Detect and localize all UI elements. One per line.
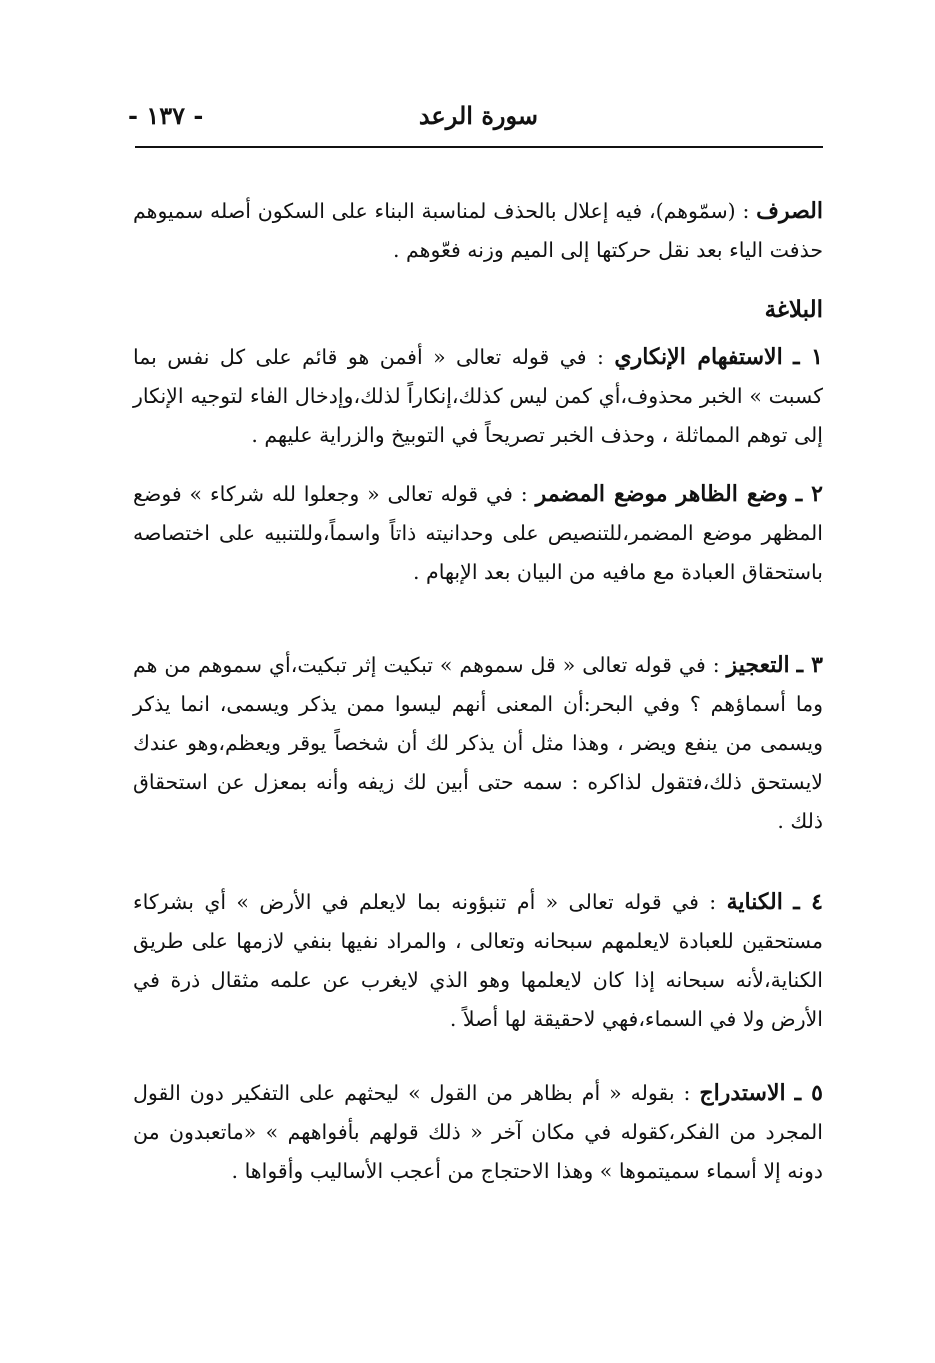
item-term: التعجيز — [726, 652, 790, 678]
balagha-heading: البلاغة — [764, 296, 823, 323]
item-text: : بقوله « أم بظاهر من القول » ليحثهم على التفكير دون القول المجرد من الفكر،كقوله في مكان آخر « ذلك قولهم بأفواههم » «ماتعبدون من دونه إلا أسماء سميتموها » وهذا الاحتجاج من أعجب الأساليب وأقواها . — [133, 1081, 823, 1183]
item-number: ٤ ـ — [793, 889, 823, 915]
page-number: - ١٣٧ - — [128, 101, 204, 130]
item-number: ٢ ـ — [795, 481, 823, 507]
item-number: ٥ ـ — [794, 1080, 823, 1106]
balagha-item-2 — [133, 475, 823, 592]
balagha-item-5 — [133, 1074, 823, 1191]
balagha-item-4 — [133, 883, 823, 1039]
item-term: الاستفهام الإنكاري — [614, 344, 783, 370]
header-divider — [135, 146, 823, 148]
item-term: الكناية — [726, 889, 783, 915]
item-term: الاستدراج — [699, 1080, 786, 1106]
item-number: ١ ـ — [793, 344, 823, 370]
item-text: : في قوله تعالى « وجعلوا لله شركاء » فوضع المظهر موضع المضمر،للتنصيص على وحدانيته ذاتاً واسماً،وللتنبيه على اختصاصه باستحقاق العبادة مع مافيه من البيان بعد الإبهام . — [133, 482, 823, 584]
balagha-item-1 — [133, 338, 823, 455]
page-header — [128, 98, 822, 138]
balagha-item-3 — [133, 646, 823, 841]
sarf-paragraph — [133, 192, 823, 270]
item-number: ٣ ـ — [796, 652, 823, 678]
item-term: وضع الظاهر موضع المضمر — [535, 481, 788, 507]
sarf-text: : (سمّوهم)، فيه إعلال بالحذف لمناسبة البناء على السكون أصله سميوهم حذفت الياء بعد نقل حركتها إلى الميم وزنه فعّوهم . — [133, 199, 823, 262]
item-text: : في قوله تعالى « قل سموهم » تبكيت إثر تبكيت،أي سموهم من هم وما أسماؤهم ؟ وفي البحر:أن المعنى أنهم ليسوا ممن يذكر ويسمى، انما يذكر ويسمى من ينفع ويضر ، وهذا مثل أن يذكر لك أن شخصاً يوقر ويعظم،وهو عندك لايستحق ذلك،فتقول لذاكره : سمه حتى أبين لك زيفه وأنه بمعزل عن استحقاق ذلك . — [133, 653, 823, 833]
sarf-label: الصرف — [756, 198, 823, 224]
item-text: : في قوله تعالى « أفمن هو قائم على كل نفس بما كسبت » الخبر محذوف،أي كمن ليس كذلك،إنكاراً لذلك،وإدخال الفاء لتوجيه الإنكار إلى توهم المماثلة ، وحذف الخبر تصريحاً في التوبيخ والزراية عليهم . — [133, 345, 823, 447]
surah-title: سورة الرعد — [418, 101, 538, 130]
item-text: : في قوله تعالى « أم تنبؤونه بما لايعلم في الأرض » أي بشركاء مستحقين للعبادة لايعلمهم سبحانه وتعالى ، والمراد نفيها بنفي لازمها على طريق الكناية،لأنه سبحانه إذا كان لايعلمها وهو الذي لايغرب عن علمه مثقال ذرة في الأرض ولا في السماء،فهي لاحقيقة لها أصلاً . — [133, 890, 823, 1031]
